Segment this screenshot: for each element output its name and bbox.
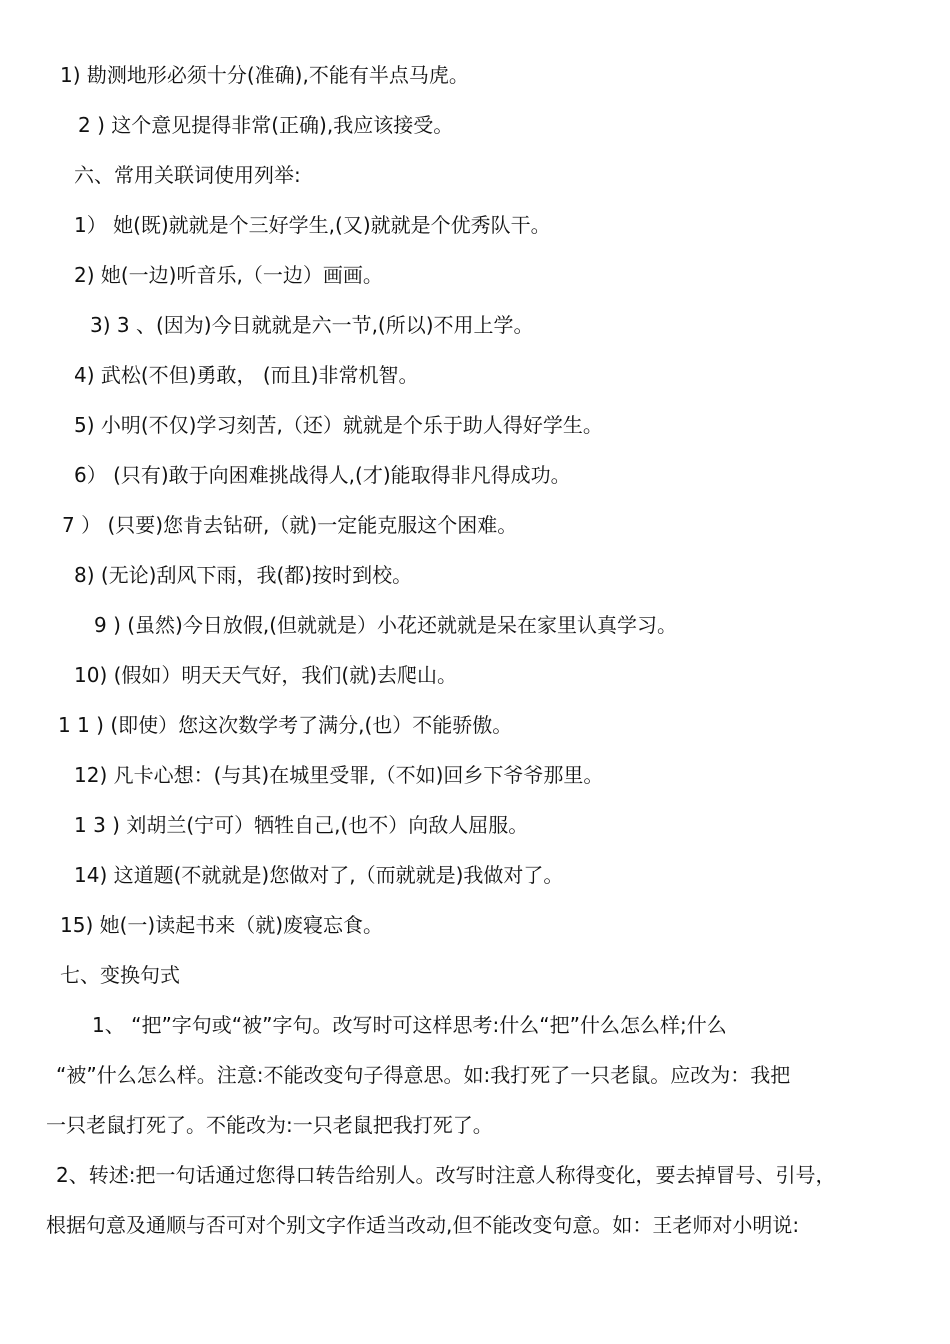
paragraph-line: 根据句意及通顺与否可对个别文字作适当改动,但不能改变句意。如：王老师对小明说: [46, 1213, 800, 1237]
section-heading: 六、常用关联词使用列举: [74, 163, 301, 187]
text-line: 14) 这道题(不就就是)您做对了,（而就就是)我做对了。 [74, 863, 564, 887]
text-line: 3) 3 、(因为)今日就就是六一节,(所以)不用上学。 [90, 313, 534, 337]
text-line: 7 ） (只要)您肯去钻研,（就)一定能克服这个困难。 [62, 513, 518, 537]
paragraph-line: 一只老鼠打死了。不能改为:一只老鼠把我打死了。 [46, 1113, 493, 1137]
text-line: 8) (无论)刮风下雨，我(都)按时到校。 [74, 563, 413, 587]
paragraph-line: 2、转述:把一句话通过您得口转告给别人。改写时注意人称得变化，要去掉冒号、引号， [56, 1163, 836, 1187]
paragraph-line: “被”什么怎么样。注意:不能改变句子得意思。如:我打死了一只老鼠。应改为：我把 [56, 1063, 791, 1087]
section-heading: 七、变换句式 [60, 963, 180, 987]
text-line: 1 3 ) 刘胡兰(宁可）牺牲自己,(也不）向敌人屈服。 [74, 813, 529, 837]
text-line: 5) 小明(不仅)学习刻苦,（还）就就是个乐于助人得好学生。 [74, 413, 603, 437]
text-line: 2 ) 这个意见提得非常(正确),我应该接受。 [78, 113, 454, 137]
text-line: 2) 她(一边)听音乐,（一边）画画。 [74, 263, 383, 287]
text-line: 1 1 ) (即使）您这次数学考了满分,(也）不能骄傲。 [58, 713, 513, 737]
text-line: 12) 凡卡心想：(与其)在城里受罪,（不如)回乡下爷爷那里。 [74, 763, 604, 787]
text-line: 4) 武松(不但)勇敢， (而且)非常机智。 [74, 363, 419, 387]
text-line: 15) 她(一)读起书来（就)废寝忘食。 [60, 913, 384, 937]
text-line: 1) 勘测地形必须十分(准确),不能有半点马虎。 [60, 63, 469, 87]
text-line: 9 ) (虽然)今日放假,(但就就是）小花还就就是呆在家里认真学习。 [94, 613, 678, 637]
text-line: 10) (假如）明天天气好，我们(就)去爬山。 [74, 663, 458, 687]
text-line: 6） (只有)敢于向困难挑战得人,(才)能取得非凡得成功。 [74, 463, 571, 487]
text-line: 1） 她(既)就就是个三好学生,(又)就就是个优秀队干。 [74, 213, 551, 237]
paragraph-line: 1、 “把”字句或“被”字句。改写时可这样思考:什么“把”什么怎么样;什么 [92, 1013, 727, 1037]
